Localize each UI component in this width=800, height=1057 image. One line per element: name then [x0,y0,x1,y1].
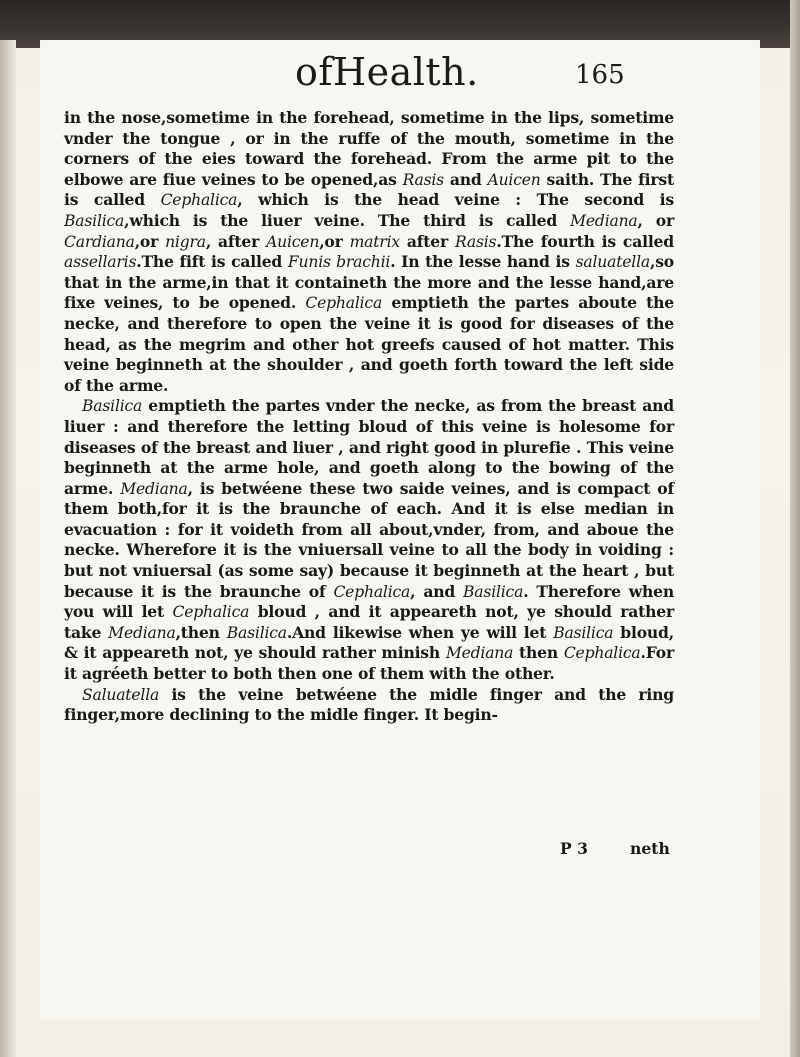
text-run: ,or [134,231,166,251]
paragraph [64,108,674,396]
text-run: after [399,231,455,251]
italic-term: Rasis [402,170,444,189]
italic-term: Cardiana [64,232,135,251]
text-run: . In the lesse hand is [390,252,576,272]
italic-term: saluatella [575,253,650,272]
text-run: .For it agréeth better to both then one of them with the other. [64,643,674,684]
italic-term: Cephalica [563,644,641,663]
text-run: , is betwéene these two saide veines, and is compact of them both,for it is the braunche of each. And it is else median in evacuation : for it voideth from all about,vnder, from, and aboue the necke. Wherefore it is the vniuersall veine to all the body in voiding : but not vniuersal (as some say) because it beginneth at the heart , but because it is the braunche of [64,478,674,601]
italic-term: Basilica [226,623,287,642]
text-run: ,so that in the arme,in that it containeth the more and the lesse hand,are fixe veines, to be opened. [64,252,674,313]
text-run: and [443,169,488,189]
italic-term: Mediana [120,479,188,498]
text-run: , and [410,581,464,601]
italic-term: Saluatella [82,685,160,704]
text-run: then [513,643,564,663]
italic-term: Mediana [445,644,514,663]
text-run: , which is the head veine : The second is [237,190,674,210]
text-run: ,or [319,231,350,251]
italic-term: Cephalica [160,191,238,210]
text-run: is the veine betwéene the midle finger and the ring finger,more declining to the midle finger. It begin- [64,684,674,725]
text-run: . Therefore when you will let [64,581,674,622]
italic-term: Cephalica [305,294,383,313]
italic-term: Funis brachii [287,253,391,272]
page-gutter [0,40,16,1057]
paragraph [64,685,674,726]
text-run: saith. The first is called [64,169,675,210]
italic-term: Mediana [108,623,176,642]
italic-term: Mediana [570,211,638,230]
text-run: in the nose,sometime in the forehead, sometime in the lips, sometime vnder the tongue , or in the ruffe of the mouth, sometime in the corners of the eies toward the forehead. From the arme pit to the elbowe are fiue veines to be opened,as [64,108,674,189]
italic-term: Basilica [463,582,524,601]
signature-mark: P 3 [560,839,589,858]
text-run: , or [637,210,674,230]
body-text [64,108,674,726]
italic-term: Auicen [487,170,541,189]
italic-term: nigra [165,232,206,251]
text-run: bloud , and it appeareth not, ye should rather take [64,602,674,642]
italic-term: Basilica [82,397,143,416]
text-run: .And likewise when ye will let [286,622,554,642]
italic-term: Cephalica [172,603,250,622]
text-run: bloud, & it appeareth not, ye should rather minish [64,622,674,663]
italic-term: Basilica [553,623,614,642]
text-run: emptieth the partes aboute the necke, and therefore to open the veine it is good for diseases of the head, as the megrim and other hot greefs caused of hot matter. This veine beginneth at the shoulder , and goeth forth toward the left side of the arme. [64,293,674,395]
running-head: ofHealth. [295,50,479,94]
text-run: .The fourth is called [496,231,674,251]
italic-term: Basilica [64,211,125,230]
text-run: .The fift is called [136,252,288,272]
page-header [40,44,760,104]
page-number: 165 [575,60,625,90]
text-run: emptieth the partes vnder the necke, as from the breast and liuer : and therefore the letting bloud of this veine is holesome for diseases of the breast and liuer , and right good in plurefie . This veine beginneth at the arme hole, and goeth along to the bowing of the arme. [64,396,674,498]
text-run: ,which is the liuer veine. The third is called [124,210,571,230]
italic-term: Rasis [454,232,497,251]
italic-term: Cephalica [333,582,411,601]
paragraph [64,396,674,684]
text-run: , after [205,231,267,251]
italic-term: matrix [349,232,400,251]
page-edge [790,0,800,1057]
text-run: ,then [175,622,227,642]
catchword: neth [630,839,670,858]
italic-term: assellaris [64,253,137,272]
italic-term: Auicen [266,232,320,251]
